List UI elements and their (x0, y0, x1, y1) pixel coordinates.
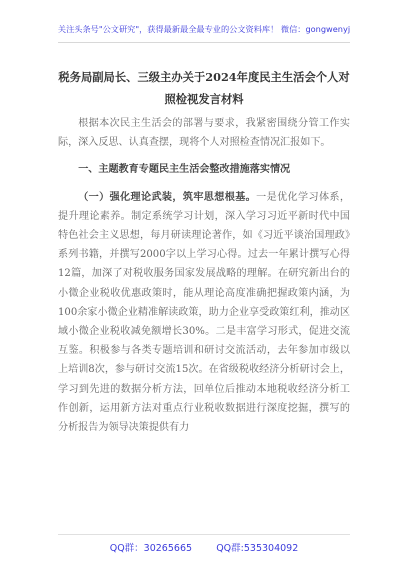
document-body (58, 114, 350, 437)
subsection-1-paragraph (58, 188, 350, 438)
intro-paragraph: 根据本次民主生活会的部署与要求，我紧密围绕分管工作实际，深入反思、认真查摆，现将个人对照检查情况汇报如下。 (58, 118, 350, 149)
subsection-1-label: （一）强化理论武装，筑牢思想根基。 (78, 191, 257, 203)
header-divider (58, 42, 350, 43)
title-line-2: 照检视发言材料 (164, 92, 244, 106)
header-banner: 关注头条号"公文研究"，获得最新最全最专业的公文资料库！ 微信：gongwenyj (57, 24, 351, 34)
title-line-1: 税务局副局长、三级主办关于2024年度民主生活会个人对 (58, 70, 350, 84)
footer-qq-group-2: QQ群:535304092 (216, 543, 299, 554)
footer (0, 540, 408, 554)
section-1-heading: 一、主题教育专题民主生活会整改措施落实情况 (78, 164, 291, 176)
footer-qq-group-1: QQ群：30265665 (109, 543, 193, 554)
footer-divider (58, 534, 350, 535)
document-title (58, 66, 350, 110)
subsection-1-text: 一是优化学习体系，提升理论素养。制定系统学习计划，深入学习习近平新时代中国特色社会主义思想，每月研读理论著作，如《习近平谈治国理政》系列书籍，并撰写2000字以上学习心得。过去一年累计撰写心得12篇，加深了对税收服务国家发展战略的理解。在研究新出台的小微企业税收优惠政策时，能从理论高度准确把握政策内涵，为100余家小微企业精准解读政策，助力企业享受政策红利，推动区域小微企业税收减免额增长30%。二是丰富学习形式，促进交流互鉴。积极参与各类专题培训和研讨交流活动，去年参加市级以上培训8次，参与研讨交流15次。在省级税收经济分析研讨会上，学习到先进的数据分析方法，回单位后推动本地税收经济分析工作创新，运用新方法对重点行业税收数据进行深度挖掘，撰写的分析报告为领导决策提供有力 (58, 191, 350, 434)
